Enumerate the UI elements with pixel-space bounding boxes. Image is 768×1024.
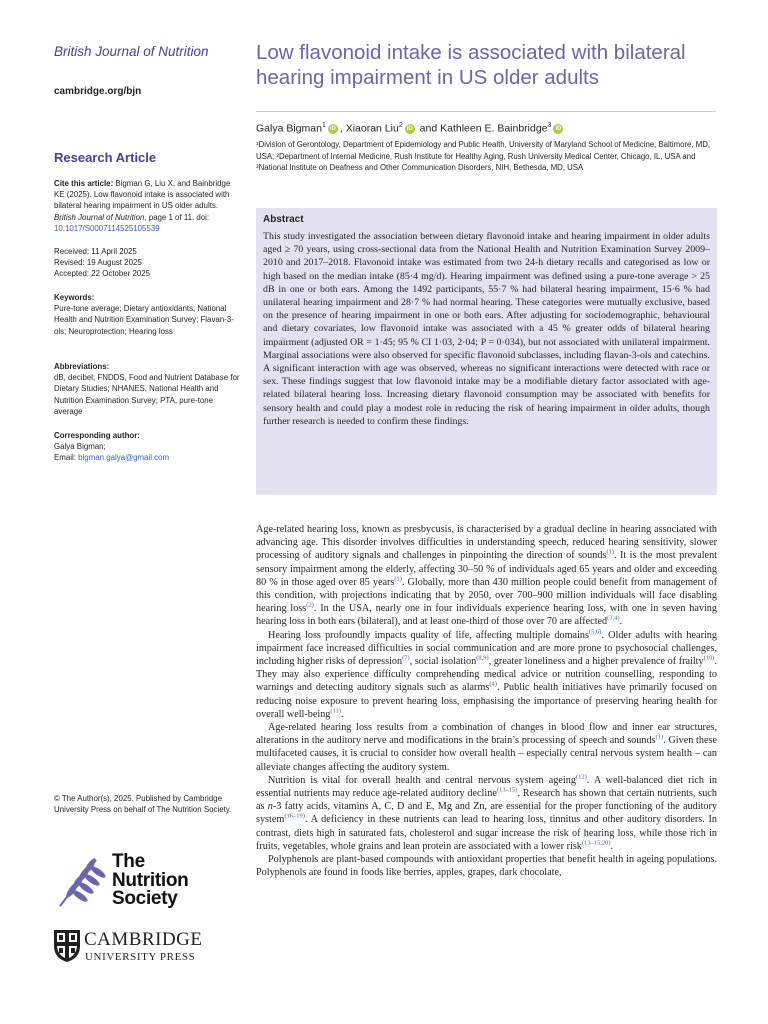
dates-block bbox=[54, 246, 242, 280]
citation-reference-link[interactable]: (8,9) bbox=[476, 654, 489, 662]
citation-reference-link[interactable]: (10) bbox=[703, 654, 715, 662]
cambridge-wordmark: CAMBRIDGE bbox=[84, 929, 203, 950]
paragraph-text: Age-related hearing loss, known as presbycusis, is characterised by a gradual decline in hearing associated with advancing age. This disorder involves difficulties in understanding speech, reduced hearing sensitivity, slower processing of auditory signals and challenges in pinpointing the direction of sounds bbox=[256, 524, 717, 562]
citation-reference-link[interactable]: (1) bbox=[655, 733, 664, 741]
citation-reference-link[interactable]: (1) bbox=[606, 549, 614, 557]
paragraph-text: . Globally, more than 430 million people could benefit from management of this condition, with projections indicating that by 2050, over 700–900 million individuals will face disabling hearing loss bbox=[256, 576, 717, 615]
author-affiliation-marker: 1 bbox=[321, 122, 326, 129]
crest-icon bbox=[54, 930, 80, 962]
article-type-label: Research Article bbox=[54, 150, 157, 165]
citation-pages: , page 1 of 11. doi: bbox=[144, 212, 210, 222]
keywords-text: Pure-tone average; Dietary antioxidants; National Health and Nutrition Examination Survey; Flavan-3-ols; Neuroprotection; Hearing loss bbox=[54, 304, 234, 336]
affiliations: ¹Division of Gerontology, Department of Epidemiology and Public Health, University of Maryland School of Medicine, Baltimore, MD, USA; ²Department of Internal Medicine, Rush Institute for Healthy Aging, Rush University Medical Center, Chicago, IL, USA and ³National Institute on Deafness and Other Communication Disorders, NIH, Bethesda, MD, USA bbox=[256, 140, 711, 173]
paragraph-text: . bbox=[610, 840, 614, 852]
article-title: Low flavonoid intake is associated with bilateral hearing impairment in US older adults bbox=[256, 41, 686, 89]
paragraph-text: . In the USA, nearly one in four individuals experience hearing loss, with one in seven having hearing loss in both ears (bilateral), and at least one-third of those over 70 are affected bbox=[256, 603, 717, 628]
paragraph-text: . It is the most prevalent sensory impairment among the elderly, affecting 30–50 % of individuals aged 65 years and older and exceeding 80 % in those aged over 85 years bbox=[256, 550, 717, 588]
citation-block bbox=[54, 178, 242, 234]
keywords-block bbox=[54, 292, 242, 337]
paragraph-text: . Older adults with hearing impairment face increased difficulties in social communication and are more prone to psychosocial challenges, including higher risks of depression bbox=[256, 629, 717, 668]
citation-reference-link[interactable]: (11) bbox=[330, 707, 341, 715]
keywords-label: Keywords: bbox=[54, 293, 95, 302]
citation-reference-link[interactable]: (1) bbox=[394, 575, 402, 583]
paragraph-text: Nutrition is vital for overall health and central nervous system ageing bbox=[268, 774, 576, 786]
orcid-icon[interactable]: iD bbox=[329, 125, 336, 132]
paragraph-text: . Public health initiatives have primarily focused on reducing noise exposure to prevent hearing loss, emphasising the importance of preserving hearing health for overall well-being bbox=[256, 682, 717, 720]
author-name[interactable]: Xiaoran Liu bbox=[345, 122, 399, 135]
wheat-icon bbox=[60, 857, 107, 906]
citation-reference-link[interactable]: (13–15,20) bbox=[581, 839, 611, 847]
citation-reference-link[interactable]: (12) bbox=[575, 773, 587, 781]
citation-reference-link[interactable]: (16–19) bbox=[284, 813, 305, 821]
email-link[interactable]: bigman.galya@gmail.com bbox=[78, 453, 170, 463]
cambridge-press-wordmark: UNIVERSITY PRESS bbox=[85, 951, 196, 963]
abbreviations-text: dB, decibel; FNDDS, Food and Nutrient Database for Dietary Studies; NHANES, National Health and Nutrition Examination Survey; PTA, pure-tone average bbox=[54, 373, 240, 416]
abbreviations-label: Abbreviations: bbox=[54, 362, 110, 371]
nutrition-society-wordmark bbox=[112, 853, 188, 909]
body-paragraph bbox=[256, 523, 717, 629]
title-divider bbox=[256, 111, 716, 112]
orcid-icon[interactable]: iD bbox=[555, 125, 562, 132]
citation-text: Bigman G, Liu X, and Bainbridge KE (2025). Low flavonoid intake is associated with bilateral hearing impairment in US older adults. bbox=[54, 179, 231, 211]
corresponding-name: Galya Bigman; bbox=[54, 442, 106, 452]
author-list bbox=[256, 118, 716, 137]
italic-text: n bbox=[267, 801, 273, 813]
corresponding-label: Corresponding author: bbox=[54, 431, 140, 440]
paragraph-text: . bbox=[619, 616, 623, 628]
author-conjunction: and bbox=[419, 122, 438, 135]
citation-reference-link[interactable]: (5,6) bbox=[588, 628, 602, 636]
paragraph-text: . bbox=[341, 708, 344, 720]
citation-reference-link[interactable]: (2) bbox=[306, 601, 314, 609]
paragraph-text: . A deficiency in these nutrients can lead to hearing loss, tinnitus and other auditory disorders. In contrast, diets high in saturated fats, cholesterol and sugar increase the risk of hearing loss, while those rich in fruits, vegetables, whole grains and lean protein are associated with a lower risk bbox=[256, 814, 717, 852]
citation-reference-link[interactable]: (7) bbox=[402, 654, 410, 662]
author-affiliation-marker: 3 bbox=[547, 122, 552, 129]
citation-label: Cite this article: bbox=[54, 179, 114, 188]
journal-url-link[interactable]: cambridge.org/bjn bbox=[54, 86, 142, 97]
body-paragraph bbox=[256, 721, 717, 774]
corresponding-block bbox=[54, 430, 242, 464]
paragraph-text: Hearing loss profoundly impacts quality of life, affecting multiple domains bbox=[268, 629, 589, 641]
doi-link[interactable]: 10.1017/S0007114525105539 bbox=[54, 223, 160, 233]
journal-name: British Journal of Nutrition bbox=[54, 44, 209, 59]
paragraph-text: Polyphenols are plant-based compounds with antioxidant properties that benefit health in ageing populations. Polyphenols are found in foods like berries, apples, grapes, dark chocolate, bbox=[256, 854, 717, 879]
paragraph-text: Age-related hearing loss results from a combination of changes in blood flow and inner ear structures, alterations in the auditory nerve and modifications in the brain’s processing of speech and sounds bbox=[256, 722, 717, 747]
email-label: Email: bbox=[54, 453, 76, 463]
received-date: Received: 11 April 2025 bbox=[54, 247, 137, 256]
author-separator: , bbox=[339, 122, 346, 135]
paragraph-text: . Research has shown that certain nutrients, such as bbox=[256, 788, 717, 813]
abstract-box bbox=[256, 208, 717, 495]
paragraph-text: , greater loneliness and a higher prevalence of frailty bbox=[488, 656, 704, 668]
wordmark-line: The bbox=[112, 851, 145, 872]
body-paragraph bbox=[256, 629, 717, 721]
author-name[interactable]: Kathleen E. Bainbridge bbox=[440, 122, 548, 135]
body-paragraph bbox=[256, 774, 717, 853]
paragraph-text: -3 fatty acids, vitamins A, C, D and E, Mg and Zn, are essential for the proper functioning of the auditory system bbox=[256, 801, 717, 826]
paragraph-text: , social isolation bbox=[409, 656, 477, 668]
citation-reference-link[interactable]: (3,4) bbox=[607, 615, 620, 623]
article-body bbox=[256, 523, 717, 879]
paragraph-text: . Given these multifaceted causes, it is crucial to consider how overall health – especially central nervous system health – can alleviate changes affecting the auditory system. bbox=[256, 735, 717, 773]
abbreviations-block bbox=[54, 361, 242, 417]
wordmark-line: Nutrition bbox=[112, 869, 189, 891]
body-paragraph bbox=[256, 853, 717, 879]
paragraph-text: . A well-balanced diet rich in essential nutrients may reduce age-related auditory decline bbox=[256, 774, 717, 800]
revised-date: Revised: 19 August 2025 bbox=[54, 258, 142, 268]
citation-journal: British Journal of Nutrition bbox=[54, 212, 145, 222]
wordmark-line: Society bbox=[112, 888, 178, 909]
abstract-text: This study investigated the association between dietary flavonoid intake and hearing impairment in older adults aged ≥ 70 years, using cross-sectional data from the National Health and Nutrition Examination Survey 2009–2010 and 2017–2018. Flavonoid intake was estimated from two 24-h dietary recalls and categorised as low or high based on the median intake (85·4 mg/d). Hearing impairment was defined using a pure-tone average > 25 dB in one or both ears. Among the 1492 participants, 55·7 % had bilateral hearing impairment, 15·6 % had unilateral hearing impairment and 28·7 % had normal hearing. These categories were mutually exclusive, based on the presence of hearing impairment in one or both ears. After adjusting for sociodemographic, behavioural and dietary covariates, low flavonoid intake was associated with a 45 % greater odds of bilateral hearing impairment (adjusted OR = 1·45; 95 % CI 1·03, 2·04; P = 0·034), but not associated with unilateral impairment. Marginal associations were also observed for specific flavonoid subclasses, including flavan-3-ols and catechins. A significant interaction with age was observed, whereas no significant interactions were detected with race or sex. These findings suggest that low flavonoid intake may be a modifiable dietary factor associated with age-related bilateral hearing loss. Increasing dietary flavonoid consumption may be associated with benefits for sensory health and could play a modest role in reducing the risk of hearing impairment in older adults, though further research is needed to confirm these findings. bbox=[263, 231, 710, 427]
orcid-icon[interactable]: iD bbox=[406, 125, 413, 132]
accepted-date: Accepted: 22 October 2025 bbox=[54, 269, 151, 279]
paragraph-text: . They may also experience difficulty comprehending medical advice or nutrition counselling, responding to warnings and detecting auditory signals such as alarms bbox=[256, 656, 717, 694]
citation-reference-link[interactable]: (4) bbox=[489, 681, 497, 689]
abstract-heading: Abstract bbox=[263, 214, 304, 225]
author-affiliation-marker: 2 bbox=[398, 122, 403, 129]
copyright-notice: © The Author(s), 2025. Published by Cambridge University Press on behalf of The Nutrition Society. bbox=[54, 794, 232, 814]
author-name[interactable]: Galya Bigman bbox=[256, 122, 322, 135]
citation-reference-link[interactable]: (13–15) bbox=[496, 786, 518, 794]
